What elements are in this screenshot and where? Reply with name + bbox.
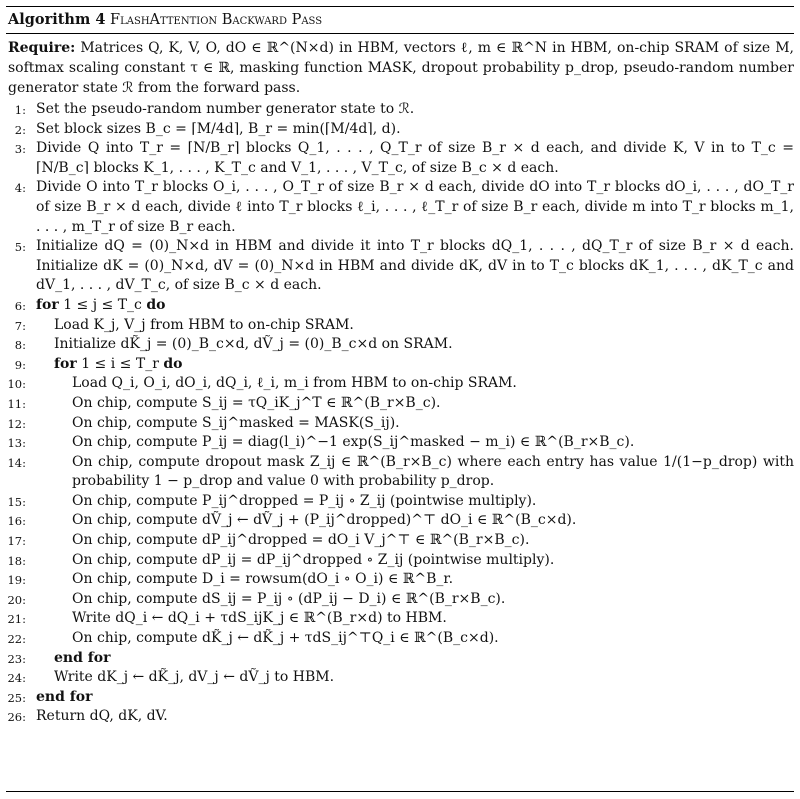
- line-text: On chip, compute P_ij = diag(l_i)^−1 exp(S_ij^masked − m_i) ∈ ℝ^(B_r×B_c).: [72, 434, 635, 451]
- algorithm-line: [6, 414, 794, 434]
- algorithm-body: [6, 38, 794, 727]
- line-number: 20:: [7, 592, 26, 607]
- line-number: 10:: [7, 377, 26, 392]
- algorithm-box: [6, 6, 794, 792]
- line-text: Initialize dQ = (0)_N×d in HBM and divide it into T_r blocks dQ_1, . . . , dQ_T_r of size B_r × d each. Initialize dK = (0)_N×d, dV = (0)_N×d in HBM and divide dK, dV in to T_c blocks dK_1, . . . , dK_T_c and dV_1, . . . , dV_T_c, of size B_c × d each.: [36, 238, 794, 294]
- line-content: [54, 335, 794, 355]
- line-text: Load Q_i, O_i, dO_i, dQ_i, ℓ_i, m_i from HBM to on-chip SRAM.: [72, 375, 517, 392]
- algorithm-line: [6, 590, 794, 610]
- algorithm-line: [6, 649, 794, 669]
- algorithm-line: [6, 139, 794, 178]
- algorithm-line: [6, 120, 794, 140]
- keyword: do: [146, 296, 166, 313]
- algorithm-line: [6, 492, 794, 512]
- line-text: On chip, compute dP_ij^dropped = dO_i V_j^⊤ ∈ ℝ^(B_r×B_c).: [72, 532, 530, 549]
- line-text: 1 ≤ i ≤ T_r: [81, 355, 159, 372]
- require-text: Matrices Q, K, V, O, dO ∈ ℝ^(N×d) in HBM, vectors ℓ, m ∈ ℝ^N in HBM, on-chip SRAM of size M, softmax scaling constant τ ∈ ℝ, masking function MASK, dropout probability p_drop, pseudo-random number generator state ℛ from the forward pass.: [8, 40, 794, 96]
- line-content: [54, 355, 794, 375]
- algorithm-line: [6, 178, 794, 237]
- algorithm-line: [6, 668, 794, 688]
- line-content: [72, 531, 794, 551]
- line-number: 15:: [7, 494, 26, 509]
- line-number: 16:: [7, 514, 26, 529]
- line-text: On chip, compute S_ij = τQ_iK_j^T ∈ ℝ^(B_r×B_c).: [72, 394, 441, 411]
- line-content: [36, 120, 794, 140]
- line-text: Return dQ, dK, dV.: [36, 708, 168, 725]
- algorithm-line: [6, 453, 794, 492]
- keyword: end for: [36, 688, 93, 705]
- line-text: On chip, compute D_i = rowsum(dO_i ∘ O_i) ∈ ℝ^B_r.: [72, 571, 454, 588]
- line-content: [72, 551, 794, 571]
- line-number: 1:: [14, 103, 26, 117]
- line-content: [54, 649, 794, 669]
- line-number: 3:: [14, 142, 26, 157]
- line-text: Set block sizes B_c = ⌈M/4d⌉, B_r = min(⌈M/4d⌉, d).: [36, 120, 401, 137]
- line-number: 4:: [14, 181, 26, 196]
- keyword: for: [36, 296, 59, 313]
- algorithm-line: [6, 707, 794, 727]
- require-clause: [6, 38, 794, 98]
- line-text: On chip, compute P_ij^dropped = P_ij ∘ Z_ij (pointwise multiply).: [72, 492, 537, 509]
- line-text: On chip, compute S_ij^masked = MASK(S_ij).: [72, 414, 400, 431]
- line-content: [36, 237, 794, 296]
- line-number: 26:: [7, 710, 26, 725]
- algorithm-line: [6, 629, 794, 649]
- line-number: 7:: [14, 318, 26, 333]
- line-content: [36, 707, 794, 727]
- line-number: 18:: [7, 553, 26, 568]
- line-number: 11:: [7, 396, 26, 411]
- line-content: [72, 374, 794, 394]
- algorithm-line: [6, 511, 794, 531]
- algorithm-line: [6, 394, 794, 414]
- line-content: [36, 139, 794, 178]
- line-number: 19:: [7, 573, 26, 588]
- line-text: Divide Q into T_r = ⌈N/B_r⌉ blocks Q_1, . . . , Q_T_r of size B_r × d each, and divide K, V in to T_c = ⌈N/B_c⌉ blocks K_1, . . . , K_T_c and V_1, . . . , V_T_c, of size B_c × d each.: [36, 140, 794, 176]
- line-number: 23:: [7, 651, 26, 666]
- algorithm-line: [6, 100, 794, 120]
- line-content: [72, 511, 794, 531]
- top-rule: [6, 6, 794, 7]
- algorithm-line: [6, 237, 794, 296]
- caption-rule: [6, 33, 794, 34]
- algorithm-line: [6, 688, 794, 708]
- line-number: 9:: [14, 357, 26, 372]
- algorithm-line: [6, 296, 794, 316]
- line-content: [54, 316, 794, 336]
- line-number: 22:: [7, 632, 26, 647]
- algorithm-line: [6, 433, 794, 453]
- line-content: [72, 609, 794, 629]
- line-content: [72, 394, 794, 414]
- algorithm-line: [6, 374, 794, 394]
- line-text: Initialize dK̃_j = (0)_B_c×d, dṼ_j = (0)_B_c×d on SRAM.: [54, 336, 453, 353]
- line-content: [72, 629, 794, 649]
- algorithm-label: Algorithm 4: [8, 11, 106, 28]
- bottom-rule: [6, 791, 794, 792]
- line-number: 24:: [7, 671, 26, 686]
- keyword: end for: [54, 649, 111, 666]
- algorithm-line: [6, 531, 794, 551]
- line-text: On chip, compute dropout mask Z_ij ∈ ℝ^(B_r×B_c) where each entry has value 1/(1−p_drop) with probability 1 − p_drop and value 0 with probability p_drop.: [72, 453, 794, 490]
- line-content: [72, 414, 794, 434]
- line-content: [54, 668, 794, 688]
- line-content: [72, 570, 794, 590]
- line-content: [36, 178, 794, 237]
- line-text: Load K_j, V_j from HBM to on-chip SRAM.: [54, 316, 354, 333]
- algorithm-line: [6, 570, 794, 590]
- algorithm-line: [6, 316, 794, 336]
- line-number: 12:: [7, 416, 26, 431]
- line-text: On chip, compute dK̃_j ← dK̃_j + τdS_ij^⊤Q_i ∈ ℝ^(B_c×d).: [72, 630, 499, 647]
- line-number: 17:: [7, 534, 26, 549]
- line-number: 8:: [14, 338, 26, 353]
- require-keyword: Require:: [8, 40, 76, 56]
- line-content: [36, 100, 794, 120]
- keyword: for: [54, 355, 77, 372]
- line-number: 6:: [14, 298, 26, 313]
- line-number: 14:: [7, 455, 26, 470]
- line-text: Divide O into T_r blocks O_i, . . . , O_T_r of size B_r × d each, divide dO into T_r blocks dO_i, . . . , dO_T_r of size B_r × d each, divide ℓ into T_r blocks ℓ_i, . . . , ℓ_T_r of size B_r each, divide m into T_r blocks m_1, . . . , m_T_r of size B_r each.: [36, 179, 794, 235]
- keyword: do: [163, 355, 183, 372]
- line-text: Write dQ_i ← dQ_i + τdS_ijK_j ∈ ℝ^(B_r×d) to HBM.: [72, 610, 447, 627]
- line-content: [72, 453, 794, 492]
- line-content: [72, 433, 794, 453]
- algorithm-lines: [6, 100, 794, 727]
- algorithm-line: [6, 551, 794, 571]
- line-text: On chip, compute dS_ij = P_ij ∘ (dP_ij − D_i) ∈ ℝ^(B_r×B_c).: [72, 590, 506, 607]
- line-number: 5:: [14, 240, 26, 255]
- line-text: Set the pseudo-random number generator state to ℛ.: [36, 101, 415, 117]
- algorithm-line: [6, 335, 794, 355]
- algorithm-line: [6, 355, 794, 375]
- algorithm-title: FlashAttention Backward Pass: [110, 12, 323, 28]
- line-text: 1 ≤ j ≤ T_c: [63, 296, 142, 313]
- line-number: 2:: [14, 122, 26, 137]
- line-number: 21:: [7, 612, 26, 627]
- line-content: [72, 590, 794, 610]
- algorithm-caption: [8, 11, 322, 28]
- algorithm-line: [6, 609, 794, 629]
- line-text: On chip, compute dP_ij = dP_ij^dropped ∘ Z_ij (pointwise multiply).: [72, 551, 555, 568]
- line-text: Write dK_j ← dK̃_j, dV_j ← dṼ_j to HBM.: [54, 669, 335, 686]
- line-number: 13:: [7, 436, 26, 451]
- line-content: [36, 688, 794, 708]
- line-text: On chip, compute dṼ_j ← dṼ_j + (P_ij^dropped)^⊤ dO_i ∈ ℝ^(B_c×d).: [72, 512, 577, 529]
- line-number: 25:: [7, 690, 26, 705]
- line-content: [36, 296, 794, 316]
- line-content: [72, 492, 794, 512]
